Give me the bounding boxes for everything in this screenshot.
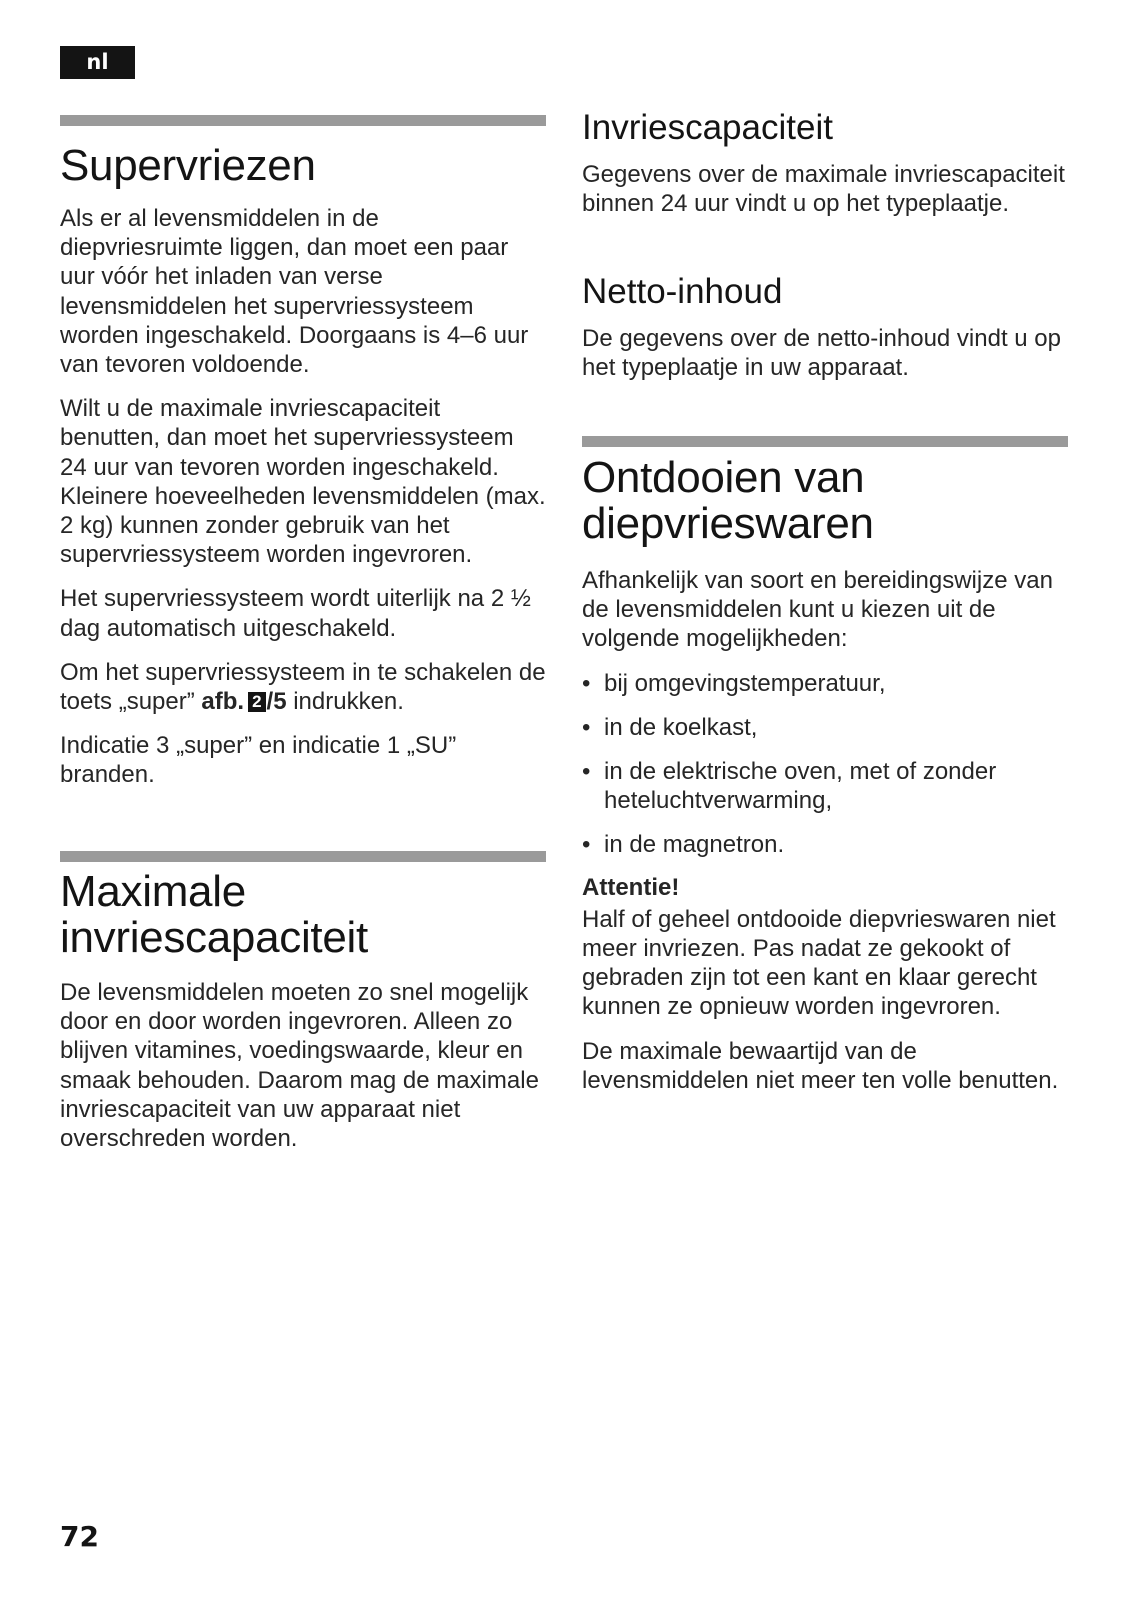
ontdooien-intro: Afhankelijk van soort en bereidingswijze van de levensmiddelen kunt u kiezen uit de volgende mogelijkheden: (582, 567, 1053, 653)
attention-text: Half of geheel ontdooide diepvrieswaren niet meer invriezen. Pas nadat ze gekookt of gebraden zijn tot een kant en klaar gerecht kunnen ze opnieuw worden ingevroren. (582, 905, 1056, 1021)
language-badge: nl (60, 46, 135, 79)
attention-label: Attentie! (582, 873, 680, 901)
maximale-body (60, 978, 546, 1153)
supervriezen-paragraph-1: Als er al levensmiddelen in de diepvriesruimte liggen, dan moet een paar uur vóór het inladen van verse levensmiddelen het supervriessysteem worden ingeschakeld. Doorgaans is 4–6 uur van tevoren voldoende. (60, 205, 529, 379)
section-rule-supervriezen (60, 115, 546, 126)
heading-maximale-line-2: invriescapaciteit (60, 913, 368, 962)
netto-inhoud-paragraph: De gegevens over de netto-inhoud vindt u op het typeplaatje in uw apparaat. (582, 325, 1062, 382)
p4-text-after: indrukken. (293, 688, 404, 716)
supervriezen-paragraph-3: Het supervriessysteem wordt uiterlijk na 2 ½ dag automatisch uitgeschakeld. (60, 585, 531, 642)
bullet-icon: • (582, 831, 591, 859)
figure-number-badge: 2 (248, 692, 265, 712)
bullet-icon: • (582, 713, 591, 741)
list-item: • in de koelkast, (582, 713, 758, 741)
p4-text-before: Om het supervriessysteem in te schakelen de toets „super” (60, 658, 546, 716)
supervriezen-paragraph-2: Wilt u de maximale invriescapaciteit benutten, dan moet het supervriessysteem 24 uur van tevoren worden ingeschakeld. Kleinere hoeveelheden levensmiddelen (max. 2 kg) kunnen zonder gebruik van het supervriessysteem worden ingevroren. (60, 395, 546, 569)
list-item: • in de elektrische oven, met of zonder heteluchtverwarming, (582, 758, 997, 815)
supervriezen-body (60, 204, 546, 790)
invriescapaciteit-paragraph: Gegevens over de maximale invriescapaciteit binnen 24 uur vindt u op het typeplaatje. (582, 161, 1065, 218)
maximale-paragraph-1: De levensmiddelen moeten zo snel mogelijk door en door worden ingevroren. Alleen zo blijven vitamines, voedingswaarde, kleur en smaak behouden. Daarom mag de maximale invriescapaciteit van uw apparaat niet overschreden worden. (60, 979, 539, 1153)
bullet-icon: • (582, 669, 591, 697)
ontdooien-body (582, 566, 1068, 1095)
ontdooien-closing-paragraph: De maximale bewaartijd van de levensmiddelen niet meer ten volle benutten. (582, 1037, 1059, 1094)
heading-maximale-line-1: Maximale (60, 867, 246, 916)
invriescapaciteit-body (582, 160, 1068, 218)
heading-ontdooien-line-2: diepvrieswaren (582, 499, 874, 548)
heading-supervriezen: Supervriezen (60, 141, 316, 190)
heading-invriescapaciteit: Invriescapaciteit (582, 108, 833, 147)
list-item: • bij omgevingstemperatuur, (582, 669, 886, 697)
supervriezen-paragraph-5: Indicatie 3 „super” en indicatie 1 „SU” branden. (60, 732, 457, 789)
netto-inhoud-body (582, 324, 1068, 382)
page-number: 72 (60, 1520, 99, 1553)
figure-ref-label: afb. (201, 688, 245, 716)
thawing-options-list (582, 669, 1068, 860)
list-item: • in de magnetron. (582, 831, 785, 859)
figure-ref-position: /5 (266, 688, 287, 716)
bullet-icon: • (582, 758, 591, 786)
section-rule-ontdooien (582, 436, 1068, 447)
section-rule-maximale (60, 851, 546, 862)
heading-ontdooien-line-1: Ontdooien van (582, 453, 865, 502)
supervriezen-paragraph-4 (60, 658, 546, 716)
heading-netto-inhoud: Netto-inhoud (582, 272, 783, 311)
